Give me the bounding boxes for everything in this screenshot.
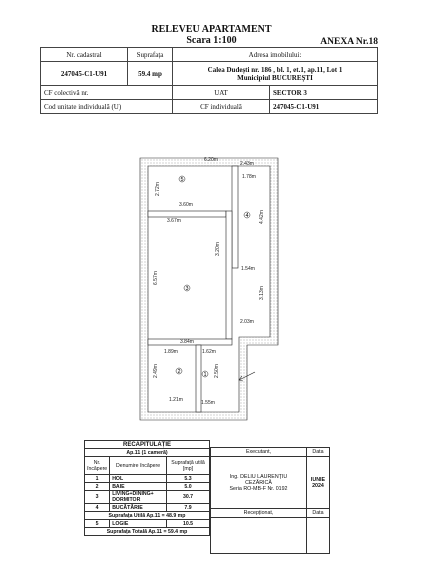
room-number: 5 xyxy=(180,177,184,183)
recap-col-name: Denumire încăpere xyxy=(110,457,167,475)
room-number: 4 xyxy=(245,213,249,219)
dim-label: 3.60m xyxy=(179,202,193,208)
recap-title: RECAPITULAȚIE xyxy=(85,441,210,449)
recap-subtitle: Ap.11 (1 cameră) xyxy=(85,449,210,457)
table-row: 2 BAIE 5.0 xyxy=(85,483,210,491)
table-row: 5 LOGIE 10.5 xyxy=(85,520,210,528)
recap-col-nr: Nr. încăpere xyxy=(85,457,110,475)
dim-label: 3.84m xyxy=(180,339,194,345)
signature-table xyxy=(210,447,330,554)
wall-loggia xyxy=(232,166,238,268)
wall-kitchen-living xyxy=(148,211,226,217)
uat-label: UAT xyxy=(173,86,270,100)
dim-label: 3.20m xyxy=(215,242,221,256)
dim-label: 3.13m xyxy=(259,286,265,300)
usable-total: Suprafața Utilă Ap.11 = 48.9 mp xyxy=(85,512,210,520)
grand-total: Suprafața Totală Ap.11 = 59.4 mp xyxy=(85,528,210,536)
dim-label: 6.20m xyxy=(204,157,218,163)
dim-label: 1.89m xyxy=(164,349,178,355)
wall-corridor xyxy=(226,211,232,339)
dim-label: 3.67m xyxy=(167,218,181,224)
dim-label: 1.21m xyxy=(169,397,183,403)
executed-label: Executant, xyxy=(211,448,307,457)
cadastral-value: 247045-C1-U91 xyxy=(41,62,128,86)
area-col-label: Suprafața xyxy=(128,48,173,62)
table-row: 3 LIVING+DINING+ DORMITOR 30.7 xyxy=(85,491,210,504)
cf-individual-value: 247045-C1-U91 xyxy=(270,100,378,114)
engineer-info: Ing. DELIU LAURENȚIU CEZĂRICĂ Seria RO-MB-F Nr. 0192 xyxy=(211,457,307,509)
received-label: Recepționat, xyxy=(211,509,307,518)
unit-code-label: Cod unitate individuală (U) xyxy=(41,100,173,114)
dim-label: 2.50m xyxy=(214,364,220,378)
dim-label: 1.78m xyxy=(242,174,256,180)
scale-label: Scara 1:100 xyxy=(186,35,237,46)
dim-label: 2.49m xyxy=(153,364,159,378)
dim-label: 1.62m xyxy=(202,349,216,355)
room-number: 2 xyxy=(177,369,181,375)
recap-col-area: Suprafață utilă [mp] xyxy=(167,457,210,475)
dim-label: 2.72m xyxy=(155,182,161,196)
cf-collective-label: CF colectivă nr. xyxy=(41,86,173,100)
cadastral-col-label: Nr. cadastral xyxy=(41,48,128,62)
date-label-2: Data xyxy=(307,509,330,518)
outer-wall xyxy=(140,158,278,420)
room-number: 1 xyxy=(203,372,207,378)
annex-label: ANEXA Nr.18 xyxy=(320,37,378,47)
room-number: 3 xyxy=(185,286,189,292)
dim-label: 2.43m xyxy=(240,161,254,167)
cf-individual-label: CF individuală xyxy=(173,100,270,114)
dim-label: 6.57m xyxy=(153,271,159,285)
table-row: 4 BUCĂTĂRIE 7.9 xyxy=(85,504,210,512)
area-value: 59.4 mp xyxy=(128,62,173,86)
address-value: Calea Dudești nr. 186 , bl. 1, et.1, ap.11, Lot 1 Municipiul BUCUREȘTI xyxy=(173,62,378,86)
dim-label: 4.42m xyxy=(259,210,265,224)
table-row: 1 HOL 5.3 xyxy=(85,475,210,483)
document-title: RELEVEU APARTAMENT Scara 1:100 xyxy=(0,24,423,46)
dim-label: 1.55m xyxy=(201,400,215,406)
recap-table xyxy=(84,440,210,536)
date-value: IUNIE 2024 xyxy=(307,457,330,509)
dim-label: 1.54m xyxy=(241,266,255,272)
uat-value: SECTOR 3 xyxy=(270,86,378,100)
dim-label: 2.03m xyxy=(240,319,254,325)
date-label: Data xyxy=(307,448,330,457)
address-col-label: Adresa imobilului: xyxy=(173,48,378,62)
